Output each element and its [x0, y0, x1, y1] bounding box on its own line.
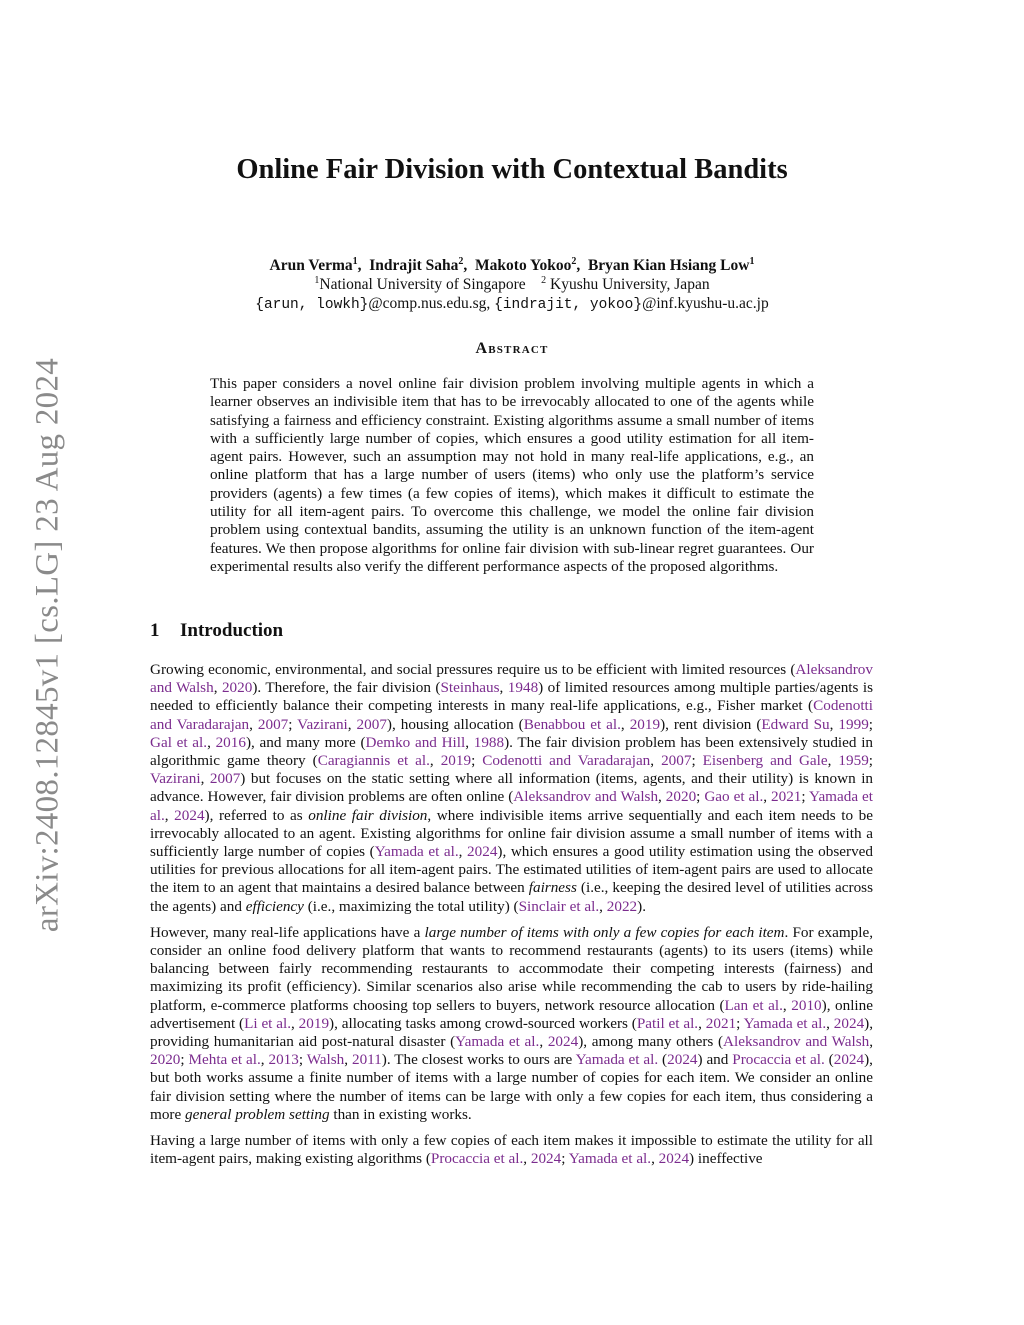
author-name: Bryan Kian Hsiang Low: [587, 257, 750, 274]
citation-link[interactable]: 2024: [658, 1150, 690, 1168]
citation-link[interactable]: 2024: [467, 843, 498, 861]
author-emails: {arun, lowkh}@comp.nus.edu.sg, {indrajit, yokoo}@inf.kyushu-u.ac.jp: [255, 295, 769, 313]
body-text-run: (i.e., maximizing the total utility) (: [303, 897, 519, 915]
emphasis-text: general problem setting: [185, 1105, 330, 1123]
body-text-run: ;: [691, 752, 703, 770]
body-text-run: ;: [561, 1150, 569, 1168]
citation-link[interactable]: Procaccia et al.: [732, 1051, 825, 1069]
body-text-run: ,: [620, 715, 630, 733]
body-text-run: ,: [650, 752, 662, 770]
citation-link[interactable]: 2013: [268, 1051, 299, 1069]
body-text-run: ,: [291, 1014, 299, 1032]
body-text-run: ;: [868, 752, 874, 770]
body-text-run: ,: [782, 996, 792, 1014]
author-name: Makoto Yokoo: [475, 257, 572, 274]
citation-link[interactable]: Yamada et al.: [150, 788, 873, 824]
citation-link[interactable]: 2007: [356, 715, 387, 733]
body-text-run: ), allocating tasks among crowd-sourced workers (: [329, 1014, 637, 1032]
citation-link[interactable]: 2021: [705, 1014, 737, 1032]
citation-link[interactable]: Aleksandrov and Walsh: [513, 788, 659, 806]
citation-link[interactable]: Vazirani: [297, 715, 348, 733]
citation-link[interactable]: Benabbou et al.: [523, 715, 621, 733]
body-text-run: ;: [180, 1051, 189, 1069]
emphasis-text: efficiency: [245, 897, 304, 915]
citation-link[interactable]: 2016: [215, 733, 246, 751]
body-text-run: ), and many more (: [245, 733, 366, 751]
citation-link[interactable]: 2024: [547, 1033, 579, 1051]
body-text-run: ;: [736, 1014, 744, 1032]
author-names: Arun Verma$^1$, Indrajit Saha$^2$, Makoto Yokoo$^2$, Bryan Kian Hsiang Low$^1$: [269, 256, 755, 274]
body-text-run: ), among many others (: [578, 1033, 724, 1051]
body-text-run: (: [658, 1051, 668, 1069]
body-text-run: ) ineffective: [689, 1150, 763, 1168]
email-2-domain: @inf.kyushu-u.ac.jp: [642, 295, 769, 312]
body-text-run: ). The closest works to ours are: [381, 1051, 576, 1069]
body-text-run: , where indivisible items arrive sequentially and each item needs to be irrevocably allocated to an agent. Existing algorithms for online fair division assume a small number of items with a sufficiently large number of copies (: [150, 806, 874, 861]
body-text-run: ;: [696, 788, 705, 806]
body-text-run: ;: [801, 788, 809, 806]
body-text-run: ,: [164, 806, 175, 824]
arxiv-identifier: arXiv:2408.12845v1 [cs.LG] 23 Aug 2024: [29, 357, 66, 933]
body-text-run: ), rent division (: [660, 715, 762, 733]
emphasis-text: large number of items with only a few copies for each item: [424, 923, 785, 941]
citation-link[interactable]: Yamada et al.: [374, 843, 459, 861]
citation-link[interactable]: Codenotti and Varadarajan: [482, 752, 651, 770]
citation-link[interactable]: Codenotti and Varadarajan: [150, 697, 873, 733]
citation-link[interactable]: 2019: [629, 715, 661, 733]
citation-link[interactable]: Li et al.: [244, 1014, 292, 1032]
citation-link[interactable]: 2010: [791, 996, 822, 1014]
body-text-run: ,: [599, 897, 607, 915]
abstract-heading: Abstract: [475, 340, 549, 357]
citation-link[interactable]: Gao et al.: [704, 788, 764, 806]
citation-link[interactable]: Edward Su: [761, 715, 830, 733]
body-text-run: ,: [698, 1014, 706, 1032]
body-text-run: ,: [829, 715, 839, 733]
citation-link[interactable]: Eisenberg and Gale: [702, 752, 828, 770]
citation-link[interactable]: 1948: [507, 679, 539, 697]
body-text-run: ,: [499, 679, 508, 697]
citation-link[interactable]: Mehta et al.: [188, 1051, 261, 1069]
body-text-run: ).: [637, 897, 646, 915]
body-text-run: ;: [298, 1051, 307, 1069]
citation-link[interactable]: Vazirani: [150, 770, 201, 788]
body-text-run: ,: [213, 679, 222, 697]
citation-link[interactable]: 2020: [150, 1051, 181, 1069]
affiliation-mark: 1: [314, 275, 320, 286]
citation-link[interactable]: Yamada et al.: [575, 1051, 659, 1069]
body-text-run: ), online advertisement (: [150, 996, 873, 1032]
author-block: [0, 256, 1024, 315]
paragraph: [150, 1132, 873, 1168]
body-text-run: ,: [826, 1014, 834, 1032]
body-text-run: ) but focuses on the static setting where all information (items, agents, and their utility) is known in advance. However, fair division problems are often online (: [150, 770, 874, 806]
affiliation-2: Kyushu University, Japan: [550, 276, 710, 293]
affiliation-mark: 1: [749, 256, 755, 267]
emphasis-text: online fair division: [308, 806, 428, 824]
body-text-run: ,: [458, 843, 468, 861]
body-text-run: Having a large number of items with only a few copies of each item makes it impossible to estimate the utility for all item-agent pairs, making existing algorithms (: [150, 1132, 873, 1168]
body-text-run: ,: [763, 788, 772, 806]
citation-link[interactable]: Yamada et al.: [743, 1014, 827, 1032]
citation-link[interactable]: 2011: [351, 1051, 382, 1069]
citation-link[interactable]: 1988: [473, 733, 505, 751]
body-text-run: . For example, consider an online food delivery platform that wants to recommend restaurants (agents) to its users (items) while balancing between fairly recommending restaurants to accommodate their competing interests (fairness) and maximizing its profit (efficiency). Similar scenarios also arise while recommending the cab to users by ride-hailing platform, e-commerce platforms choosing top sellers to buyers, network resource allocation (: [150, 923, 873, 1014]
citation-link[interactable]: Patil et al.: [636, 1014, 699, 1032]
email-1-domain: @comp.nus.edu.sg: [368, 295, 487, 312]
citation-link[interactable]: 2024: [667, 1051, 698, 1069]
email-1-user: {arun, lowkh}: [255, 297, 369, 313]
affiliation-mark: 1: [352, 256, 358, 267]
citation-link[interactable]: Aleksandrov and Walsh: [150, 661, 873, 697]
citation-link[interactable]: 1999: [838, 715, 869, 733]
body-text-run: ;: [471, 752, 483, 770]
citation-link[interactable]: Lan et al.: [724, 996, 783, 1014]
affiliation-mark: 2: [541, 275, 547, 286]
body-text-run: ,: [523, 1150, 531, 1168]
body-text-run: ,: [429, 752, 441, 770]
body-text-run: ,: [465, 733, 474, 751]
body-text-run: ,: [347, 715, 357, 733]
body-text-run: ). The fair division problem has been extensively studied in algorithmic game theory (: [150, 733, 874, 770]
citation-link[interactable]: 1959: [838, 752, 869, 770]
citation-link[interactable]: 2019: [440, 752, 472, 770]
emphasis-text: fairness: [528, 879, 577, 897]
affiliation-mark: 2: [571, 256, 577, 267]
body-text-run: ,: [200, 770, 210, 788]
body-text-run: ,: [344, 1051, 352, 1069]
affiliation-mark: 2: [458, 256, 464, 267]
body-text-run: ,: [658, 788, 666, 806]
section-heading: [150, 620, 283, 642]
introduction-body: [150, 661, 873, 1176]
body-text-run: ,: [651, 1150, 659, 1168]
paragraph: [150, 661, 873, 916]
body-text-run: ), providing humanitarian aid post-natural disaster (: [150, 1014, 874, 1051]
section-number: 1: [150, 620, 160, 641]
author-name: Indrajit Saha: [369, 257, 459, 274]
body-text-run: than in existing works.: [329, 1105, 472, 1123]
body-text-run: (: [824, 1051, 834, 1069]
citation-link[interactable]: 2019: [298, 1014, 330, 1032]
citation-link[interactable]: 2007: [257, 715, 289, 733]
body-text-run: (i.e., keeping the desired level of utilities across the agents) and: [150, 879, 873, 915]
citation-link[interactable]: 2024: [174, 806, 205, 824]
body-text-run: ), referred to as: [204, 806, 309, 824]
citation-link[interactable]: Procaccia et al.: [430, 1150, 524, 1168]
body-text-run: However, many real-life applications have a: [150, 923, 425, 941]
body-text-run: Growing economic, environmental, and social pressures require us to be efficient with limited resources (: [150, 661, 796, 678]
citation-link[interactable]: Sinclair et al.: [518, 897, 600, 915]
citation-link[interactable]: Yamada et al.: [568, 1150, 652, 1168]
body-text-run: ) and: [697, 1051, 733, 1069]
author-name: Arun Verma: [269, 257, 353, 274]
email-2-user: {indrajit, yokoo}: [494, 297, 643, 313]
citation-link[interactable]: Gal et al.: [150, 733, 208, 751]
citation-link[interactable]: Demko and Hill: [365, 733, 466, 751]
citation-link[interactable]: 2007: [661, 752, 692, 770]
paper-title: Online Fair Division with Contextual Bandits: [236, 154, 788, 185]
body-text-run: ), but both works assume a finite number of items with a large number of copies for each item. We consider an online fair division setting where the number of items can be large with only a few copies for each item, thus considering a more: [150, 1051, 873, 1123]
body-text-run: ,: [207, 733, 216, 751]
body-text-run: ,: [539, 1033, 548, 1051]
body-text-run: ), which ensures a good utility estimation using the observed utilities for previous allocations for all item-agent pairs. The estimated utilities of item-agent pairs are used to allocate the item to an agent that maintains a desired balance between: [150, 843, 874, 897]
citation-link[interactable]: 2020: [665, 788, 697, 806]
body-text-run: ,: [827, 752, 839, 770]
affiliation-1: National University of Singapore: [319, 276, 526, 293]
section-title: Introduction: [180, 620, 284, 641]
body-text-run: ;: [868, 715, 874, 733]
body-text-run: ;: [288, 715, 298, 733]
citation-link[interactable]: 2024: [530, 1150, 562, 1168]
citation-link[interactable]: Yamada et al.: [455, 1033, 540, 1051]
body-text-run: ), housing allocation (: [386, 715, 524, 733]
citation-link[interactable]: 2007: [209, 770, 241, 788]
citation-link[interactable]: Aleksandrov and Walsh: [723, 1033, 870, 1051]
citation-link[interactable]: Steinhaus: [440, 679, 500, 697]
body-text-run: ) of limited resources among multiple parties/agents is needed to efficiently balance their competing interests in many real-life applications, e.g., Fisher market (: [150, 679, 873, 715]
citation-link[interactable]: 2020: [221, 679, 253, 697]
affiliations: [0, 275, 1024, 294]
body-text-run: ,: [260, 1051, 269, 1069]
citation-link[interactable]: 2021: [771, 788, 802, 806]
abstract-text: This paper considers a novel online fair division problem involving multiple agents in which a learner observes an indivisible item that has to be irrevocably allocated to one of the agents while satisfying a fairness and efficiency constraint. Existing algorithms assume a small number of items with a sufficiently large number of copies, which ensures a good utility estimation for all item-agent pairs. However, such an assumption may not hold in many real-life applications, e.g., an online platform that has a large number of users (items) who only use the platform’s service providers (agents) a few times (a few copies of items), which makes it difficult to estimate the utility for all item-agent pairs. To overcome this challenge, we model the online fair division problem using contextual bandits, assuming the utility is an unknown function of the item-agent features. We then propose algorithms for online fair division with sub-linear regret guarantees. Our experimental results also verify the different performance aspects of the proposed algorithms.: [210, 375, 814, 575]
citation-link[interactable]: Caragiannis et al.: [317, 752, 430, 770]
body-text-run: ,: [249, 715, 258, 733]
citation-link[interactable]: 2022: [606, 897, 638, 915]
body-text-run: ). Therefore, the fair division (: [252, 679, 441, 697]
body-text-run: ,: [869, 1033, 874, 1051]
arxiv-sidebar-stamp: [28, 350, 68, 940]
citation-link[interactable]: Walsh: [306, 1051, 345, 1069]
citation-link[interactable]: 2024: [833, 1051, 865, 1069]
citation-link[interactable]: 2024: [833, 1014, 865, 1032]
paragraph: [150, 924, 873, 1124]
